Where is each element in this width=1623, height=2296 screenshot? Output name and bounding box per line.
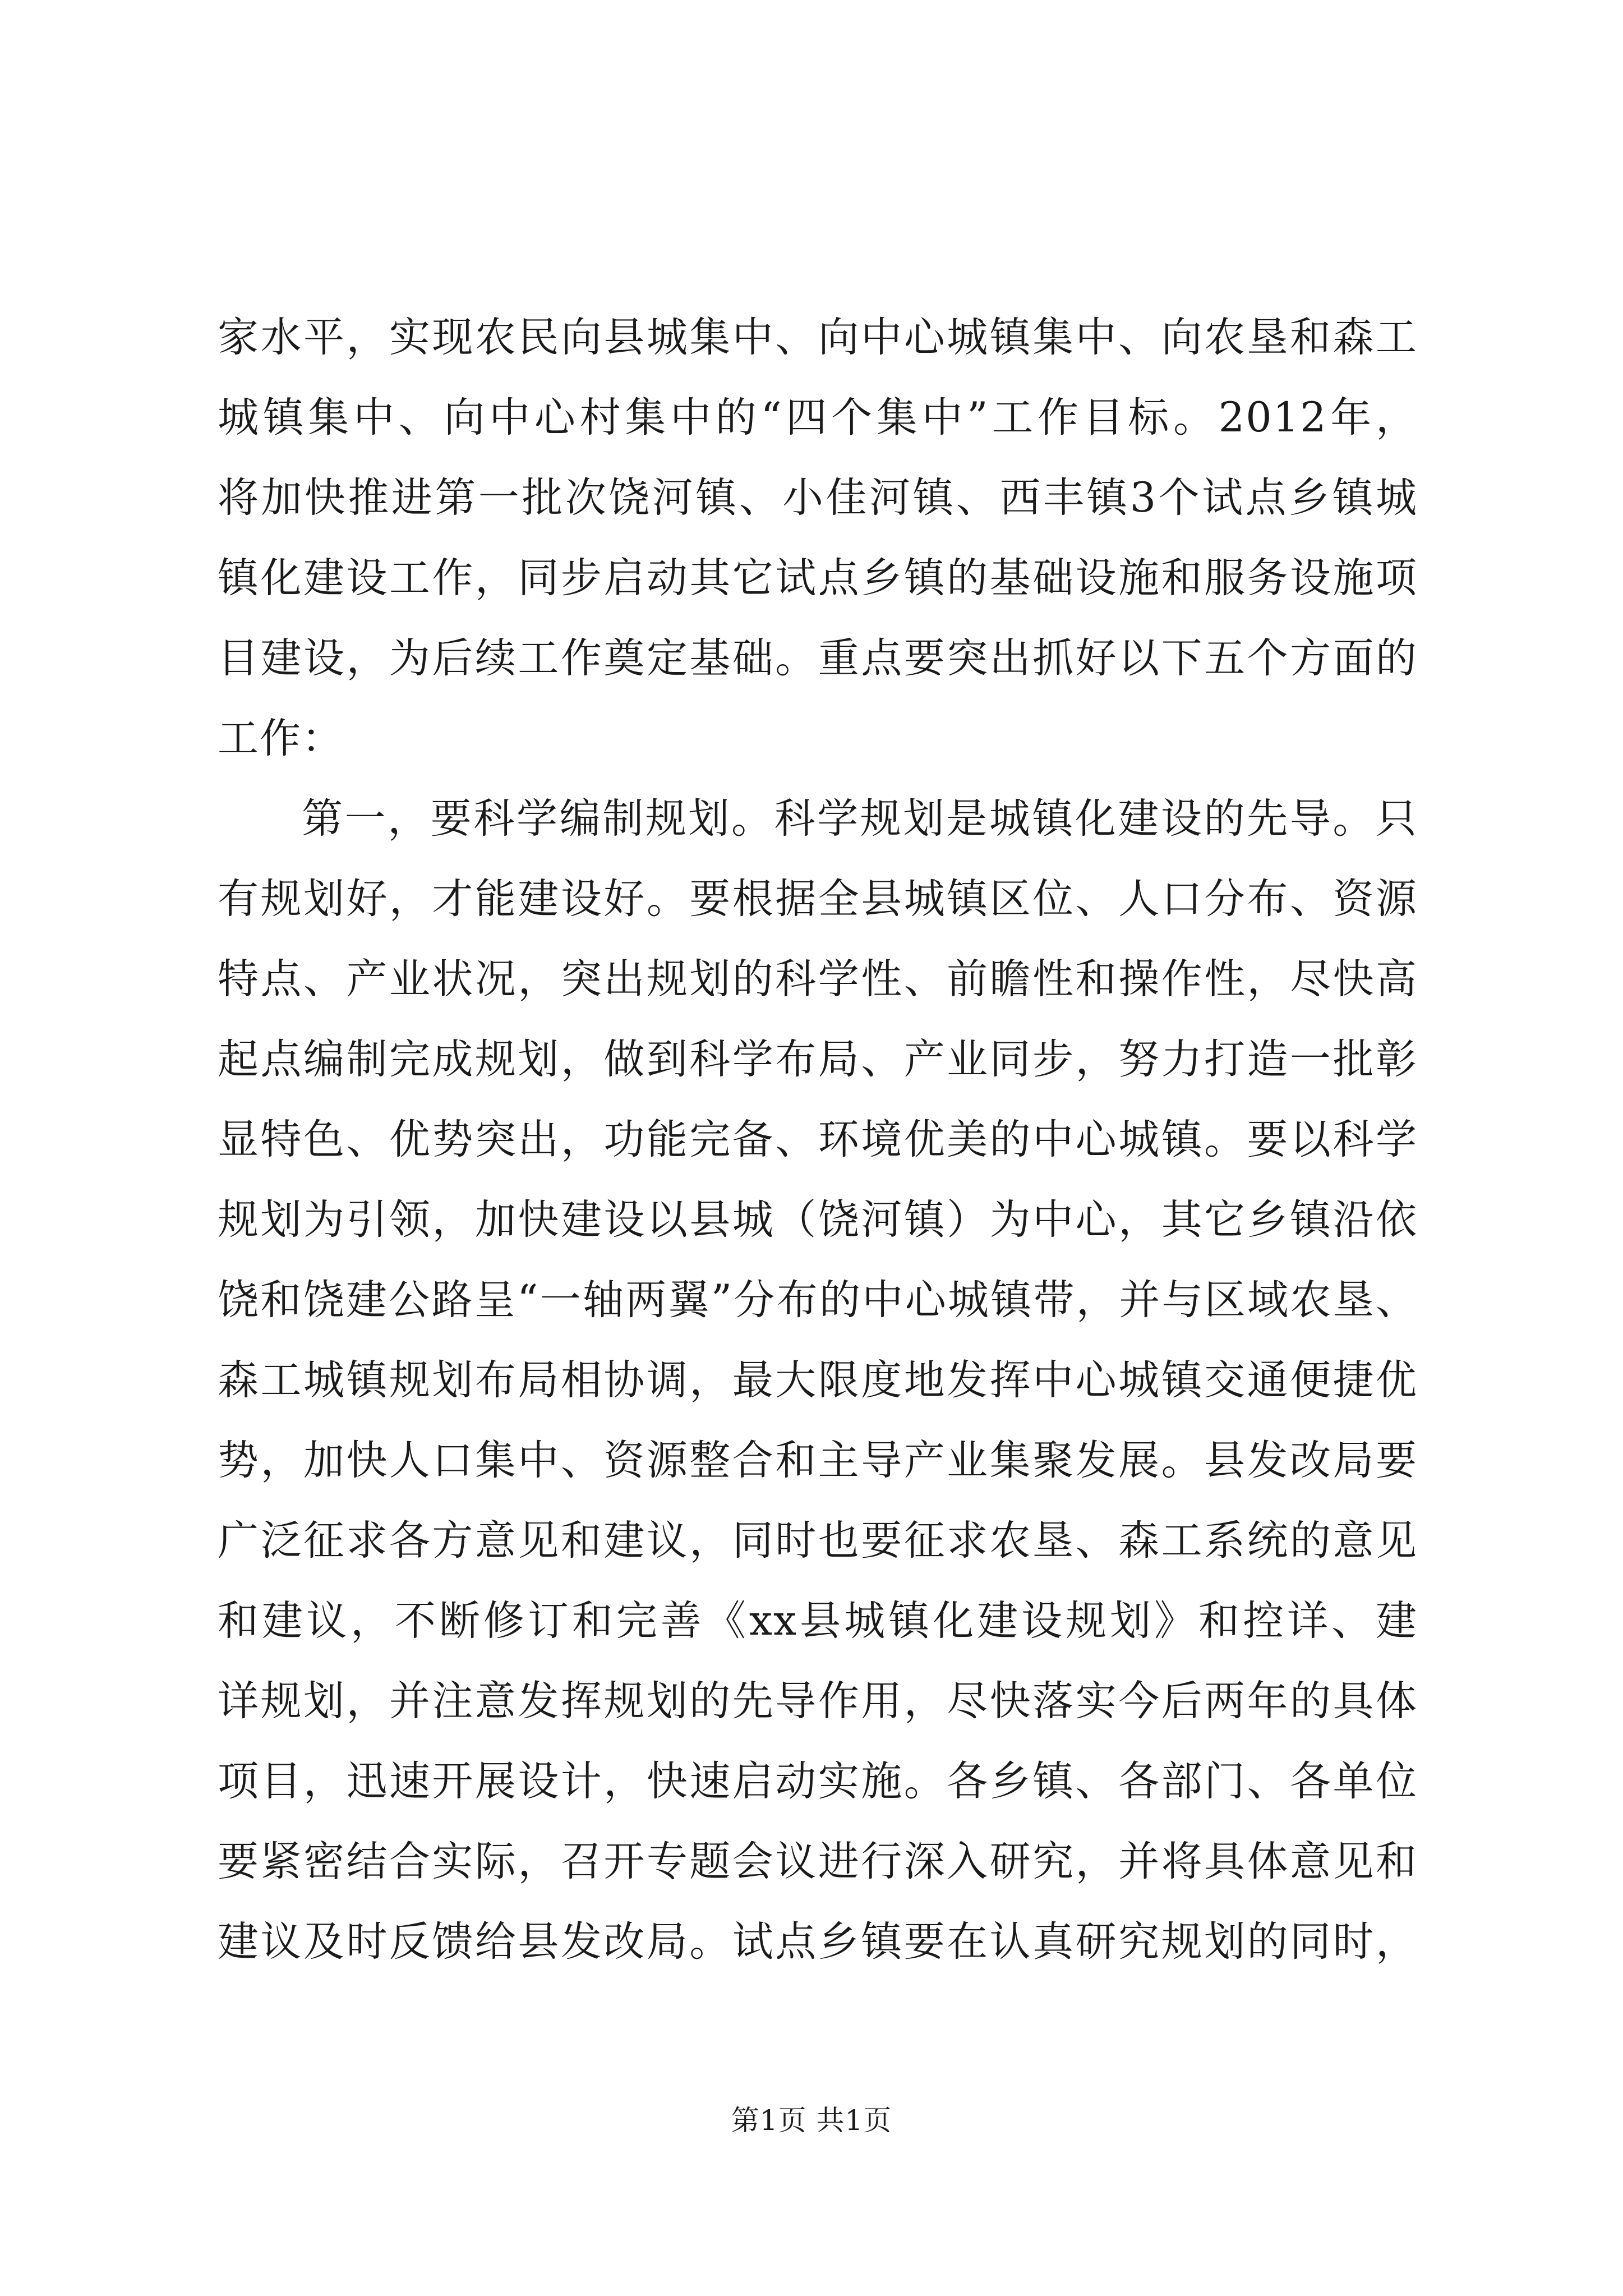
text-line-7: 第一，要科学编制规划。科学规划是城镇化建设的先导。只 <box>302 795 1418 843</box>
text-line-4: 镇化建设工作，同步启动其它试点乡镇的基础设施和服务设施项 <box>218 554 1418 602</box>
text-line-5: 目建设，为后续工作奠定基础。重点要突出抓好以下五个方面的 <box>218 634 1418 682</box>
text-line-3: 将加快推进第一批次饶河镇、小佳河镇、西丰镇3个试点乡镇城 <box>218 474 1418 522</box>
text-line-2: 城镇集中、向中心村集中的“四个集中”工作目标。2012年， <box>218 394 1418 441</box>
text-line-17: 和建议，不断修订和完善《xx县城镇化建设规划》和控详、建 <box>218 1597 1418 1645</box>
text-line-20: 要紧密结合实际，召开专题会议进行深入研究，并将具体意见和 <box>218 1838 1418 1885</box>
text-line-13: 饶和饶建公路呈“一轴两翼”分布的中心城镇带，并与区域农垦、 <box>218 1276 1418 1324</box>
text-line-12: 规划为引领，加快建设以县城（饶河镇）为中心，其它乡镇沿依 <box>218 1196 1418 1244</box>
text-line-21: 建议及时反馈给县发改局。试点乡镇要在认真研究规划的同时， <box>218 1918 1418 1966</box>
text-line-16: 广泛征求各方意见和建议，同时也要征求农垦、森工系统的意见 <box>218 1517 1418 1565</box>
document-body <box>218 297 1418 1982</box>
page-footer: 第1页 共1页 <box>731 2104 892 2137</box>
text-line-10: 起点编制完成规划，做到科学布局、产业同步，努力打造一批彰 <box>218 1036 1418 1083</box>
text-line-18: 详规划，并注意发挥规划的先导作用，尽快落实今后两年的具体 <box>218 1677 1418 1725</box>
text-line-1: 家水平，实现农民向县城集中、向中心城镇集中、向农垦和森工 <box>218 314 1418 361</box>
text-line-9: 特点、产业状况，突出规划的科学性、前瞻性和操作性，尽快高 <box>218 955 1418 1003</box>
text-line-8: 有规划好，才能建设好。要根据全县城镇区位、人口分布、资源 <box>218 875 1418 923</box>
text-line-6: 工作： <box>218 715 344 762</box>
text-line-14: 森工城镇规划布局相协调，最大限度地发挥中心城镇交通便捷优 <box>218 1356 1418 1404</box>
text-line-19: 项目，迅速开展设计，快速启动实施。各乡镇、各部门、各单位 <box>218 1757 1418 1805</box>
text-line-15: 势，加快人口集中、资源整合和主导产业集聚发展。县发改局要 <box>218 1437 1418 1484</box>
text-line-11: 显特色、优势突出，功能完备、环境优美的中心城镇。要以科学 <box>218 1116 1418 1163</box>
